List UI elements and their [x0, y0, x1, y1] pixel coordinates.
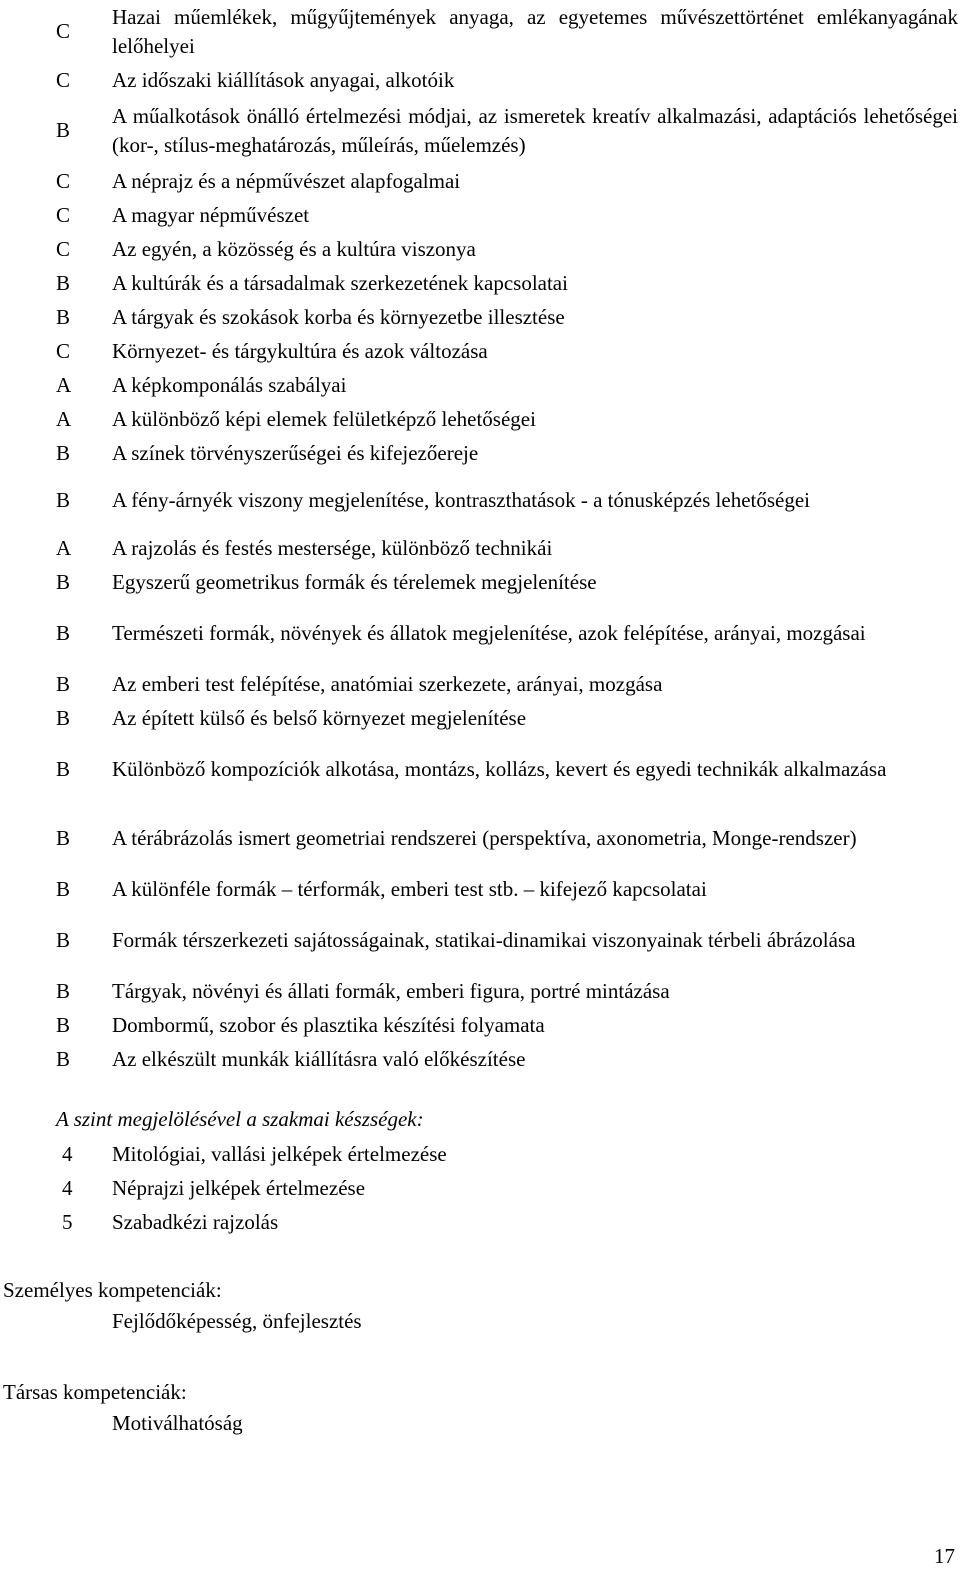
knowledge-row: [0, 974, 960, 1008]
knowledge-level: B: [56, 825, 71, 850]
knowledge-level: B: [56, 927, 71, 952]
knowledge-text: A tárgyak és szokások korba és környezetbe illesztése: [112, 304, 565, 329]
knowledge-text: Természeti formák, növények és állatok megjelenítése, azok felépítése, arányai, mozgásai: [112, 620, 866, 645]
personal-competency-item: Fejlődőképesség, önfejlesztés: [112, 1309, 362, 1333]
knowledge-level: B: [56, 671, 71, 696]
knowledge-row: [0, 266, 960, 300]
knowledge-level: C: [56, 202, 71, 227]
knowledge-row: [0, 198, 960, 232]
knowledge-text: Egyszerű geometrikus formák és térelemek megjelenítése: [112, 569, 597, 594]
knowledge-level: B: [56, 1012, 71, 1037]
knowledge-level: C: [56, 19, 71, 43]
social-competency-item: Motiválhatóság: [112, 1411, 243, 1435]
knowledge-level: B: [56, 440, 71, 465]
skill-row: [0, 1205, 960, 1239]
knowledge-text: A különféle formák – térformák, emberi test stb. – kifejező kapcsolatai: [112, 876, 707, 901]
knowledge-row: [0, 701, 960, 735]
knowledge-row: [0, 906, 960, 974]
skill-text: Szabadkézi rajzolás: [112, 1209, 279, 1234]
skill-text: Mitológiai, vallási jelképek értelmezése: [112, 1141, 447, 1166]
knowledge-row: [0, 565, 960, 599]
knowledge-level: A: [56, 535, 72, 560]
knowledge-text: A magyar népművészet: [112, 202, 310, 227]
knowledge-text: A műalkotások önálló értelmezési módjai, az ismeretek kreatív alkalmazási, adaptációs lehetőségei (kor-, stílus-meghatározás, műleírás, műelemzés): [112, 103, 958, 157]
knowledge-text: Dombormű, szobor és plasztika készítési folyamata: [112, 1012, 545, 1037]
knowledge-row: [0, 436, 960, 470]
knowledge-row: [0, 232, 960, 266]
knowledge-row: [0, 1008, 960, 1042]
skills-list: [0, 1137, 960, 1239]
knowledge-level: B: [56, 118, 71, 142]
knowledge-row: [0, 872, 960, 906]
knowledge-row: [0, 470, 960, 531]
knowledge-text: A színek törvényszerűségei és kifejezőereje: [112, 440, 479, 465]
knowledge-row: [0, 0, 960, 63]
knowledge-text: A kultúrák és a társadalmak szerkezetének kapcsolatai: [112, 270, 568, 295]
knowledge-text: A néprajz és a népművészet alapfogalmai: [112, 168, 461, 193]
knowledge-row: [0, 599, 960, 667]
knowledge-row: [0, 531, 960, 565]
knowledge-text: Környezet- és tárgykultúra és azok változása: [112, 338, 488, 363]
knowledge-text: Különböző kompozíciók alkotása, montázs, kollázs, kevert és egyedi technikák alkalmazása: [112, 757, 887, 781]
knowledge-level: B: [56, 270, 71, 295]
knowledge-text: Az időszaki kiállítások anyagai, alkotóik: [112, 67, 455, 92]
knowledge-level: A: [56, 372, 72, 397]
skill-level: 5: [62, 1209, 73, 1234]
knowledge-level: B: [56, 488, 71, 512]
knowledge-text: Tárgyak, növényi és állati formák, emberi figura, portré mintázása: [112, 978, 670, 1003]
knowledge-row: [0, 402, 960, 436]
page-number: 17: [934, 1544, 955, 1568]
knowledge-text: Formák térszerkezeti sajátosságainak, statikai-dinamikai viszonyainak térbeli ábrázolása: [112, 927, 856, 952]
knowledge-level: B: [56, 978, 71, 1003]
knowledge-level: C: [56, 338, 71, 363]
knowledge-level: B: [56, 1046, 71, 1071]
knowledge-level: C: [56, 236, 71, 261]
knowledge-text: A különböző képi elemek felületképző lehetőségei: [112, 406, 536, 431]
knowledge-text: A képkomponálás szabályai: [112, 372, 347, 397]
knowledge-text: A fény-árnyék viszony megjelenítése, kontraszthatások - a tónusképzés lehetőségei: [112, 488, 811, 512]
personal-competencies-title: Személyes kompetenciák:: [3, 1278, 222, 1302]
knowledge-row: [0, 334, 960, 368]
knowledge-level: A: [56, 406, 72, 431]
knowledge-level: B: [56, 569, 71, 594]
knowledge-text: Hazai műemlékek, műgyűjtemények anyaga, az egyetemes művészettörténet emlékanyagának lelőhelyei: [112, 4, 958, 58]
skill-level: 4: [62, 1175, 73, 1200]
knowledge-level: C: [56, 168, 71, 193]
skill-text: Néprajzi jelképek értelmezése: [112, 1175, 366, 1200]
knowledge-level: C: [56, 67, 71, 92]
knowledge-row: [0, 63, 960, 97]
skill-row: [0, 1137, 960, 1171]
knowledge-level: B: [56, 757, 71, 781]
knowledge-level: B: [56, 620, 71, 645]
knowledge-row: [0, 1042, 960, 1076]
knowledge-text: Az épített külső és belső környezet megjelenítése: [112, 705, 527, 730]
knowledge-text: A térábrázolás ismert geometriai rendszerei (perspektíva, axonometria, Monge-rendszer): [112, 825, 857, 850]
knowledge-level: B: [56, 876, 71, 901]
knowledge-row: [0, 164, 960, 198]
skills-heading: A szint megjelölésével a szakmai készségek:: [56, 1107, 424, 1131]
skill-level: 4: [62, 1141, 73, 1166]
knowledge-level: B: [56, 705, 71, 730]
knowledge-level: B: [56, 304, 71, 329]
knowledge-text: Az egyén, a közösség és a kultúra viszonya: [112, 236, 476, 261]
knowledge-row: [0, 804, 960, 872]
knowledge-row: [0, 735, 960, 804]
knowledge-text: Az elkészült munkák kiállításra való előkészítése: [112, 1046, 526, 1071]
knowledge-row: [0, 368, 960, 402]
knowledge-row: [0, 667, 960, 701]
skill-row: [0, 1171, 960, 1205]
knowledge-text: A rajzolás és festés mestersége, különböző technikái: [112, 535, 553, 560]
knowledge-row: [0, 97, 960, 164]
social-competencies-title: Társas kompetenciák:: [3, 1380, 187, 1404]
knowledge-text: Az emberi test felépítése, anatómiai szerkezete, arányai, mozgása: [112, 671, 663, 696]
knowledge-row: [0, 300, 960, 334]
